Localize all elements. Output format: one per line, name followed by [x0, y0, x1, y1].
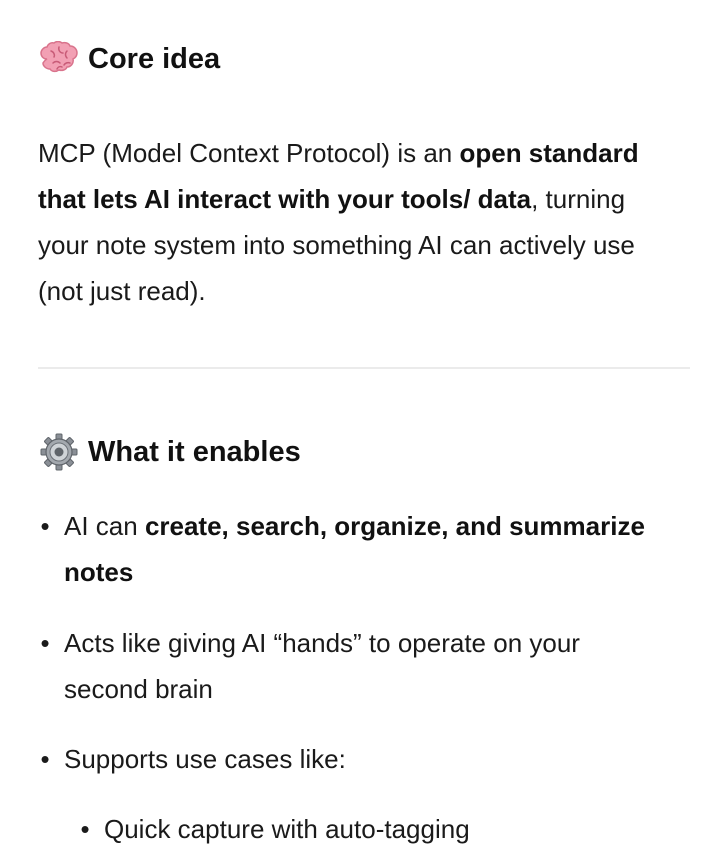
para-text-2: , turning your note system into something AI can actively use (not just read).: [38, 184, 635, 306]
para-text-1: MCP (Model Context Protocol) is an: [38, 138, 460, 168]
what-it-enables-title: What it enables: [88, 435, 301, 468]
core-idea-paragraph: [38, 130, 678, 314]
list-item: [38, 620, 668, 712]
gear-icon: [38, 431, 80, 473]
item-text: Supports use cases like:: [64, 744, 346, 774]
bullet-icon: •: [40, 628, 50, 658]
list-item: [38, 503, 668, 595]
item-bold: create, search, organize, and summarize notes: [64, 511, 645, 587]
sub-list-item: [78, 806, 706, 852]
bullet-icon: •: [40, 744, 50, 774]
list-item: [38, 736, 668, 782]
bullet-icon: •: [80, 814, 90, 844]
item-text: AI can: [64, 511, 145, 541]
core-idea-heading: [38, 38, 220, 80]
brain-icon: [38, 38, 80, 80]
what-it-enables-heading: [38, 431, 301, 473]
item-text: Acts like giving AI “hands” to operate on your second brain: [64, 628, 580, 704]
para-bold-1: open standard that lets AI interact with your tools/ data: [38, 138, 639, 214]
section-divider: [38, 367, 690, 369]
bullet-icon: •: [40, 511, 50, 541]
core-idea-title: Core idea: [88, 42, 221, 75]
item-text: Quick capture with auto-tagging: [104, 814, 470, 844]
